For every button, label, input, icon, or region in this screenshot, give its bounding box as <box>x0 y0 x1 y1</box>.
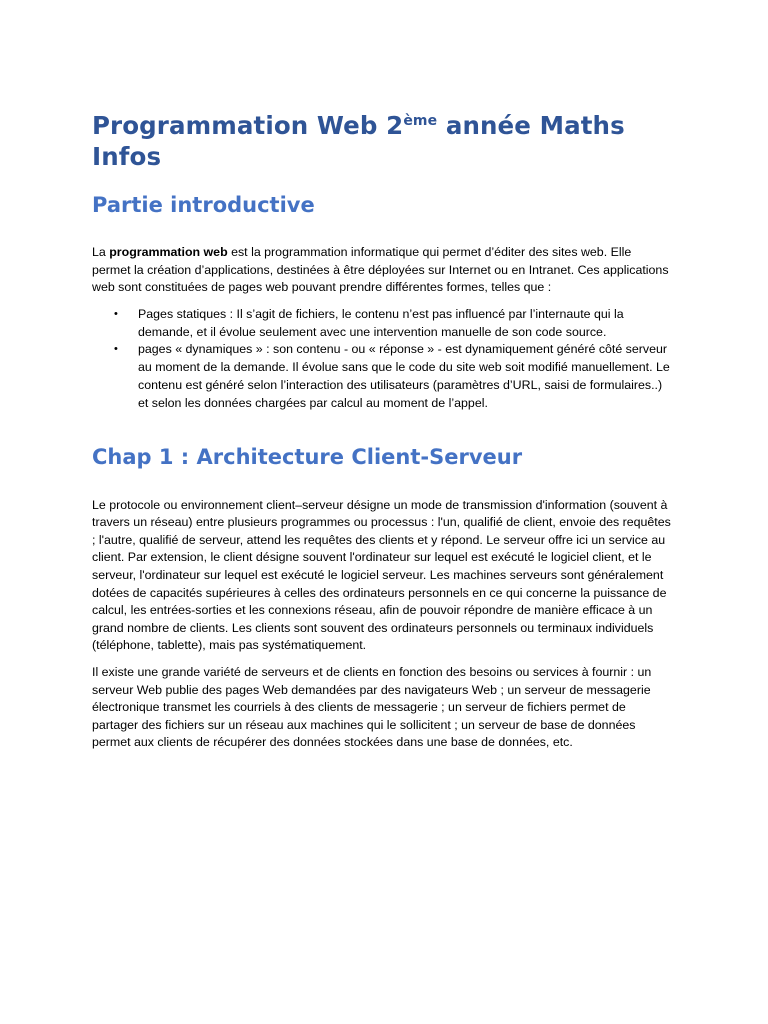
bullet-icon: • <box>114 343 118 356</box>
document-page <box>92 110 672 752</box>
chap1-heading: Chap 1 : Architecture Client-Serveur <box>92 444 523 469</box>
intro-paragraph-rest: est la programmation informatique qui permet d’éditer des sites web. Elle permet la création d’applications, destinées à être déployées sur Internet ou en Intranet. Ces applications web sont constituées de pages web pouvant prendre différentes formes, telles que : <box>92 245 669 295</box>
intro-heading: Partie introductive <box>92 193 315 217</box>
intro-paragraph-bold: programmation web <box>109 245 228 259</box>
chap1-paragraph-2: Il existe une grande variété de serveurs et de clients en fonction des besoins ou services à fournir : un serveur Web publie des pages Web demandées par des navigateurs Web ; un serveur de messagerie électronique transmet les courriels à des clients de messagerie ; un serveur de fichiers permet de partager des fichiers sur un réseau aux machines qui le sollicitent ; un serveur de base de données permet aux clients de récupérer des données stockées dans une base de données, etc. <box>92 664 652 750</box>
document-title <box>92 110 672 172</box>
title-text-end: année Maths Infos <box>92 111 625 171</box>
title-superscript: ème <box>403 113 438 129</box>
title-text: Programmation Web 2 <box>92 111 404 140</box>
bullet-icon: • <box>114 307 118 320</box>
intro-paragraph-prefix: La <box>92 245 110 259</box>
intro-bullet-list <box>92 306 672 413</box>
bullet-item <box>92 341 672 412</box>
bullet-item <box>92 306 672 342</box>
chap1-paragraph-1: Le protocole ou environnement client–serveur désigne un mode de transmission d'information (souvent à travers un réseau) entre plusieurs programmes ou processus : l'un, qualifié de client, envoie des requêtes ; l'autre, qualifié de serveur, attend les requêtes des clients et y répond. Le serveur offre ici un service au client. Par extension, le client désigne souvent l'ordinateur sur lequel est exécuté le logiciel client, et le serveur, l'ordinateur sur lequel est exécuté le logiciel serveur. Les machines serveurs sont généralement dotées de capacités supérieures à celles des ordinateurs personnels en ce qui concerne la puissance de calcul, les entrées-sorties et les connexions réseau, afin de pouvoir répondre de manière efficace à un grand nombre de clients. Les clients sont souvent des ordinateurs personnels ou terminaux individuels (téléphone, tablette), mais pas systématiquement. <box>92 497 671 653</box>
bullet-text: Pages statiques : Il s’agit de fichiers, le contenu n’est pas influencé par l’internaute qui la demande, et il évolue seulement avec une intervention manuelle de son code source. <box>138 306 624 339</box>
intro-paragraph <box>92 244 672 297</box>
bullet-text: pages « dynamiques » : son contenu - ou « réponse » - est dynamiquement généré côté serveur au moment de la demande. Il évolue sans que le code du site web soit modifié manuellement. Le contenu est généré selon l’interaction des utilisateurs (paramètres d’URL, saisi de formulaires..) et selon les données chargées par calcul au moment de l’appel. <box>138 342 670 410</box>
